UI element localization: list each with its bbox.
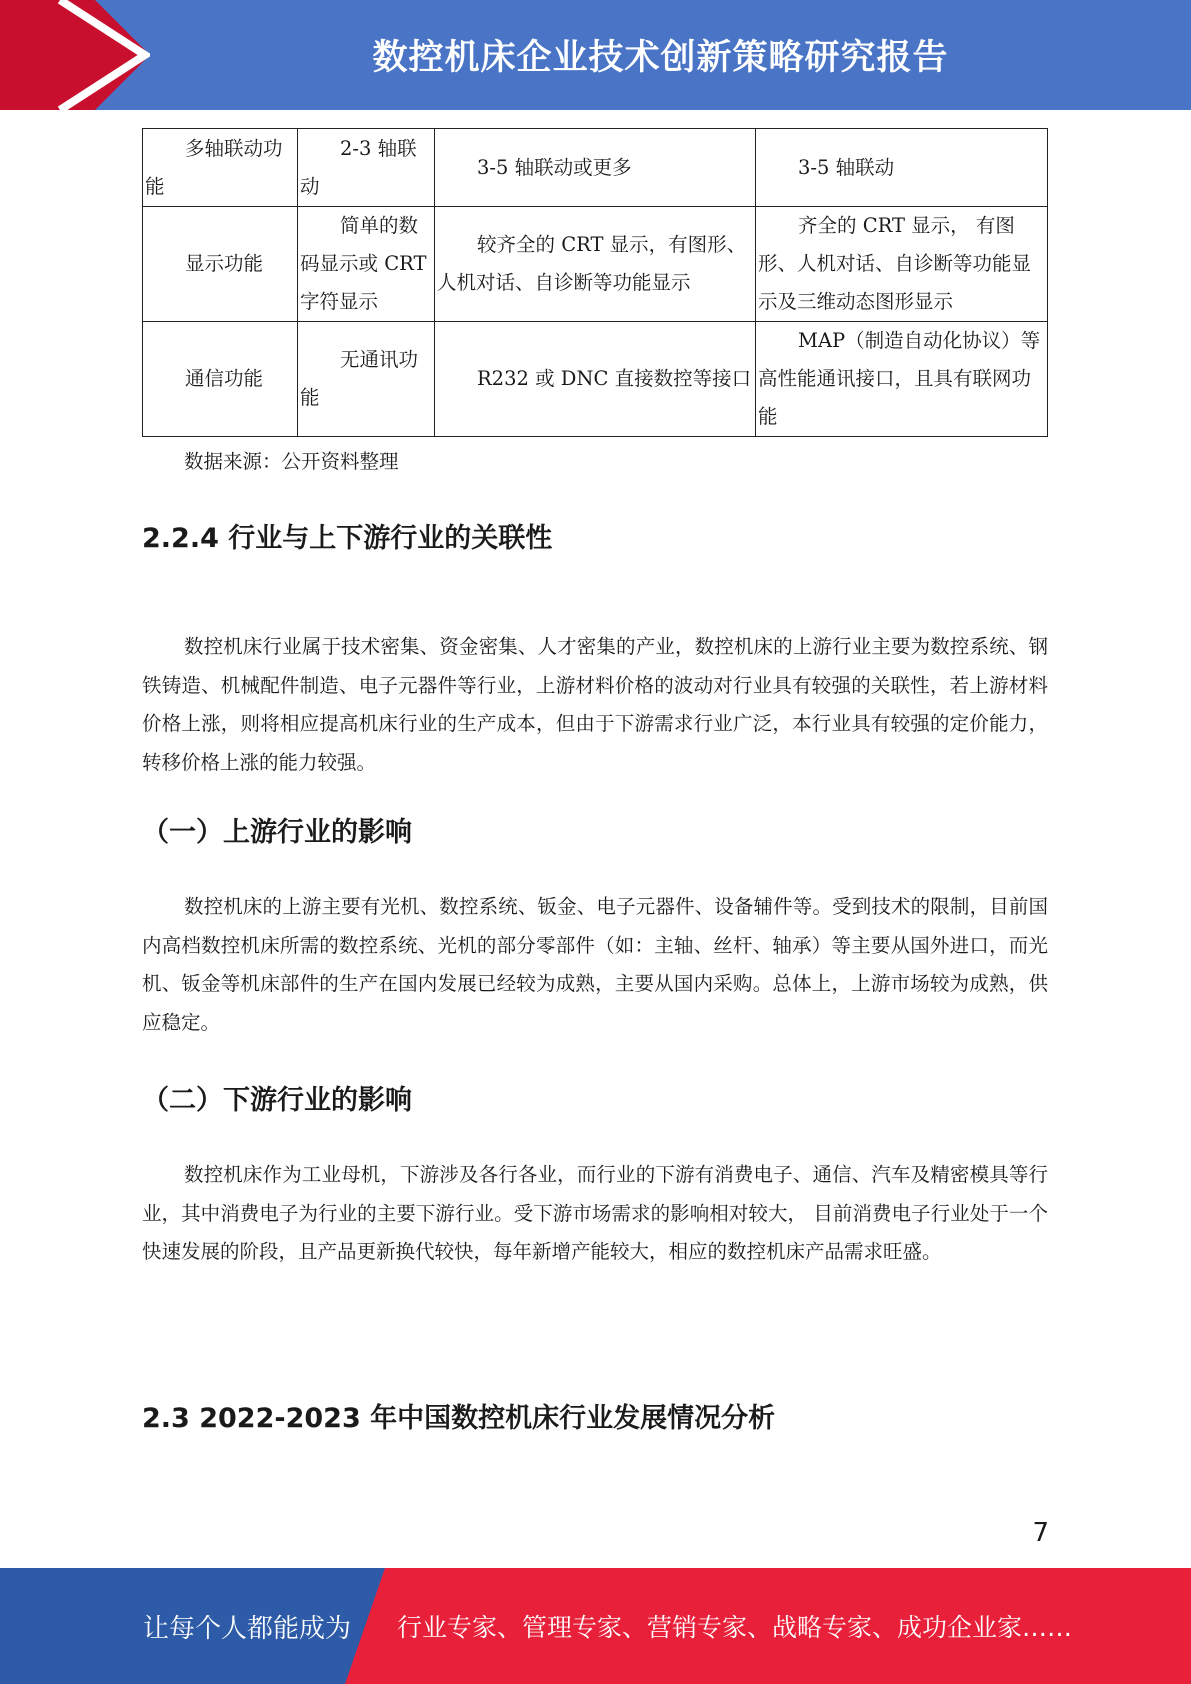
- table-cell: 简单的数码显示或 CRT 字符显示: [298, 207, 435, 322]
- page-header: [0, 0, 1191, 110]
- section-heading-2-2-4: 2.2.4 行业与上下游行业的关联性: [142, 523, 553, 554]
- page-footer: [0, 1568, 1191, 1684]
- table-row: [143, 322, 1048, 437]
- table-cell: 2-3 轴联动: [298, 129, 435, 207]
- table-source-note: 数据来源：公开资料整理: [184, 450, 399, 473]
- page-number: 7: [1032, 1518, 1049, 1548]
- table-cell: R232 或 DNC 直接数控等接口: [435, 322, 756, 437]
- spec-table: [142, 128, 1048, 437]
- table-cell: 3-5 轴联动或更多: [435, 129, 756, 207]
- table-cell: 较齐全的 CRT 显示，有图形、人机对话、自诊断等功能显示: [435, 207, 756, 322]
- table-cell: 无通讯功能: [298, 322, 435, 437]
- table-row: [143, 207, 1048, 322]
- footer-slogan-left: 让每个人都能成为: [143, 1613, 352, 1644]
- table-cell: 齐全的 CRT 显示， 有图形、人机对话、自诊断等功能显示及三维动态图形显示: [756, 207, 1048, 322]
- table-cell: 3-5 轴联动: [756, 129, 1048, 207]
- downstream-paragraph: 数控机床作为工业母机，下游涉及各行各业，而行业的下游有消费电子、通信、汽车及精密模具等行业，其中消费电子为行业的主要下游行业。受下游市场需求的影响相对较大， 目前消费电子行业处于一个快速发展的阶段，且产品更新换代较快，每年新增产能较大，相应的数控机床产品需求旺盛。: [142, 1163, 1048, 1263]
- table-row: [143, 129, 1048, 207]
- table-cell: MAP（制造自动化协议）等高性能通讯接口，且具有联网功能: [756, 322, 1048, 437]
- section-2-2-4-paragraph: 数控机床行业属于技术密集、资金密集、人才密集的产业，数控机床的上游行业主要为数控系统、钢铁铸造、机械配件制造、电子元器件等行业，上游材料价格的波动对行业具有较强的关联性，若上游材料价格上涨，则将相应提高机床行业的生产成本，但由于下游需求行业广泛，本行业具有较强的定价能力，转移价格上涨的能力较强。: [142, 635, 1048, 774]
- downstream-heading: （二）下游行业的影响: [142, 1085, 412, 1116]
- section-heading-2-3: 2.3 2022-2023 年中国数控机床行业发展情况分析: [142, 1403, 776, 1434]
- upstream-heading: （一）上游行业的影响: [142, 817, 412, 848]
- table-cell: 显示功能: [143, 207, 298, 322]
- report-title: 数控机床企业技术创新策略研究报告: [372, 38, 949, 78]
- table-cell: 多轴联动功能: [143, 129, 298, 207]
- table-cell: 通信功能: [143, 322, 298, 437]
- header-red-arrow: [0, 0, 150, 110]
- footer-slogan-right: 行业专家、管理专家、营销专家、战略专家、成功企业家……: [397, 1613, 1073, 1642]
- upstream-paragraph: 数控机床的上游主要有光机、数控系统、钣金、电子元器件、设备辅件等。受到技术的限制，目前国内高档数控机床所需的数控系统、光机的部分零部件（如：主轴、丝杆、轴承）等主要从国外进口，而光机、钣金等机床部件的生产在国内发展已经较为成熟，主要从国内采购。总体上，上游市场较为成熟，供应稳定。: [142, 895, 1048, 1034]
